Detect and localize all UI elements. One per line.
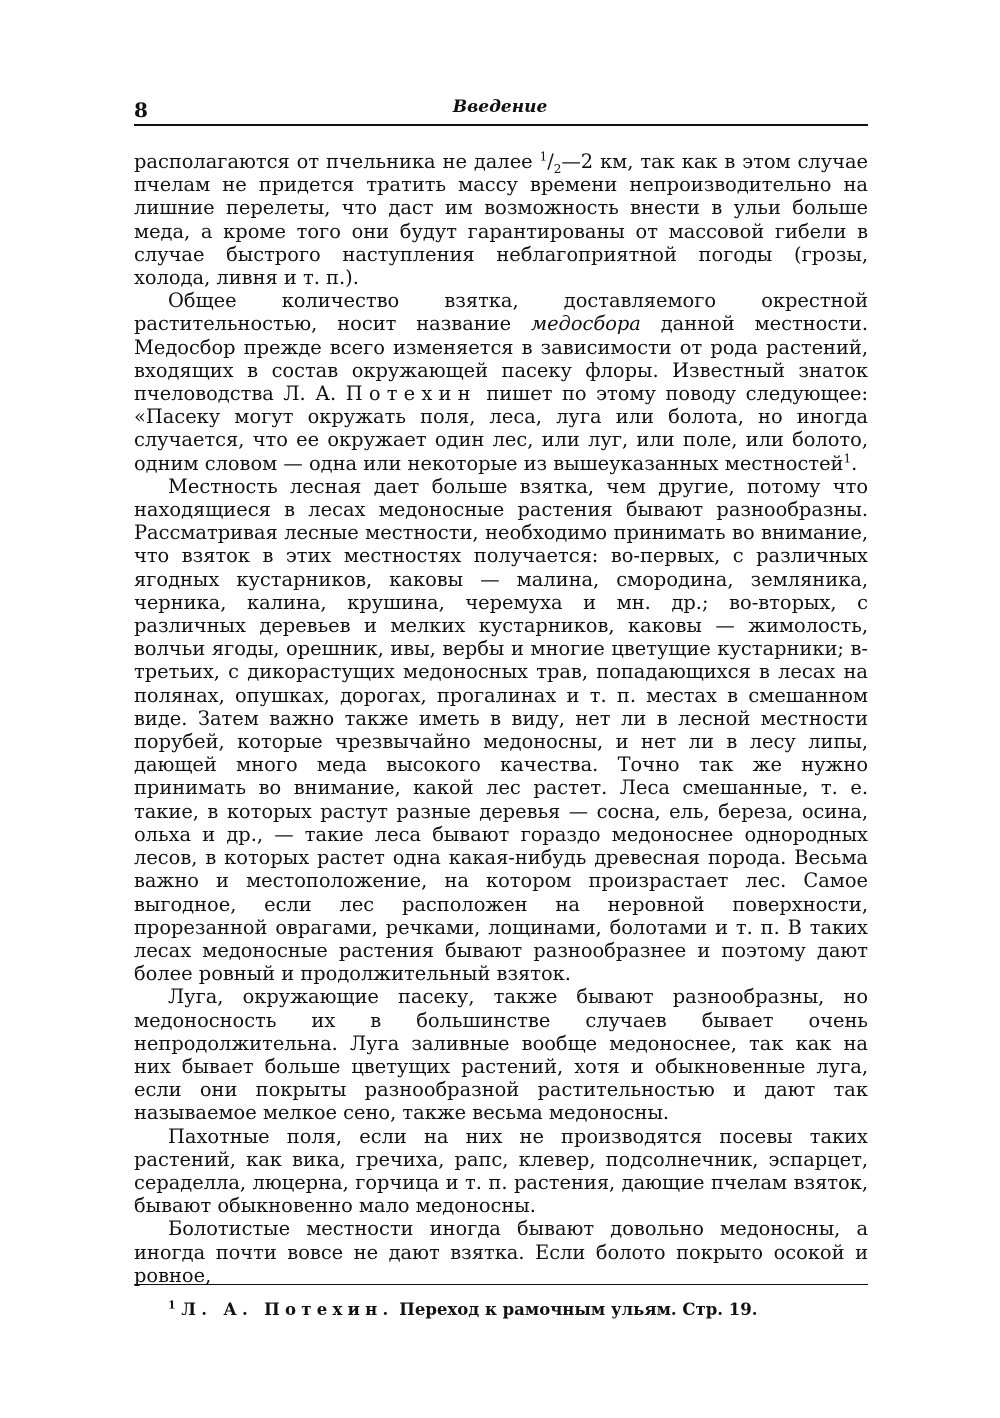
footnote-text: Переход к рамочным ульям. Стр. 19. [393, 1300, 758, 1319]
paragraph-2-tail: . [851, 451, 858, 475]
footnote-mark: 1 [168, 1298, 176, 1312]
footnote-rule [134, 1284, 868, 1285]
body-text [134, 150, 868, 1287]
paragraph-2-middle: данной местности. Медосбор прежде всего изменяется в зависимости от рода растений, входящих в состав окружающей пасеку флоры. Известный знаток пчеловодства Л. А. [134, 312, 869, 406]
running-title: Введение [452, 97, 548, 117]
footnote [168, 1300, 868, 1319]
header-rule [134, 124, 868, 126]
paragraph-1-end: —2 км, так как в этом случае пчелам не придется тратить массу времени непроизводительно на лишние перелеты, что даст им возможность внести в ульи больше меда, а кроме того они будут гарантированы от массовой гибели в случае быстрого наступления неблагоприятной погоды (грозы, холода, ливня и т. п.). [134, 150, 868, 290]
paragraph-3: Местность лесная дает больше взятка, чем другие, потому что находящиеся в лесах медоносные растения бывают разнообразны. Рассматривая лесные местности, необходимо принимать во внимание, что взяток в этих местностях получается: во-первых, с различных ягодных кустарников, каковы — малина, смородина, земляника, черника, калина, крушина, черемуха и мн. др.; во-вторых, с различных деревьев и мелких кустарников, каковы — жимолость, волчьи ягоды, орешник, ивы, вербы и многие цветущие кустарники; в-третьих, с дикорастущих медоносных трав, попадающихся в лесах на полянах, опушках, дорогах, прогалинах и т. п. местах в смешанном виде. Затем важно также иметь в виду, нет ли в лесной местности порубей, которые чрезвычайно медоносны, и нет ли в лесу липы, дающей много меда высокого качества. Точно так же нужно принимать во внимание, какой лес растет. Леса смешанные, т. е. такие, в которых растут разные деревья — сосна, ель, береза, осина, ольха и др., — такие леса бывают гораздо медоноснее однородных лесов, в которых растет одна какая-нибудь древесная порода. Весьма важно и местоположение, на котором произрастает лес. Самое выгодное, если лес расположен на неровной поверхности, прорезанной оврагами, речками, лощинами, болотами и т. п. В таких лесах медоносные растения бывают разнообразнее и поэтому дают более ровный и продолжительный взяток. [134, 474, 868, 986]
paragraph-4: Луга, окружающие пасеку, также бывают разнообразны, но медоносность их в большинстве случаев бывает очень непродолжительна. Луга заливные вообще медоноснее, так как на них бывает больше цветущих растений, хотя и обыкновенные луга, если они покрыты разнообразной растительностью и дают так называемое мелкое сено, также весьма медоносны. [134, 985, 868, 1125]
paragraph-1-start: располагаются от пчельника не далее [134, 150, 540, 173]
page-number: 8 [134, 98, 148, 122]
fraction-one-half: $^1/_2$ [539, 149, 562, 176]
paragraph-6: Болотистые местности иногда бывают довольно медоносны, а иногда почти вовсе не дают взятка. Если болото покрыто осокой и ровное, [134, 1217, 868, 1287]
fraction-denominator: 2 [553, 161, 562, 176]
paragraph-2-start: Общее количество взятка, доставляемого окрестной растительностью, носит название [134, 289, 868, 336]
paragraph-5: Пахотные поля, если на них не производятся посевы таких растений, как вика, гречиха, рапс, клевер, подсолнечник, эспарцет, сераделла, люцерна, горчица и т. п. растения, дающие пчелам взяток, бывают обыкновенно мало медоносны. [134, 1124, 868, 1218]
paragraph-2-quote: пишет по этому поводу следующее: «Пасеку могут окружать поля, леса, луга или болота, но иногда случается, что ее окружает один лес, или луг, или поле, или болото, одним словом — одна или некоторые из вышеуказанных местностей [134, 382, 868, 475]
footnote-reference: 1 [843, 451, 852, 466]
paragraph-2 [134, 289, 868, 475]
term-medosbor: медосбора [531, 312, 641, 336]
footnote-author: Л. А. Потехин. [181, 1300, 394, 1319]
paragraph-1 [134, 150, 868, 289]
fraction-numerator: 1 [539, 149, 548, 164]
author-name: Потехин [345, 382, 477, 406]
